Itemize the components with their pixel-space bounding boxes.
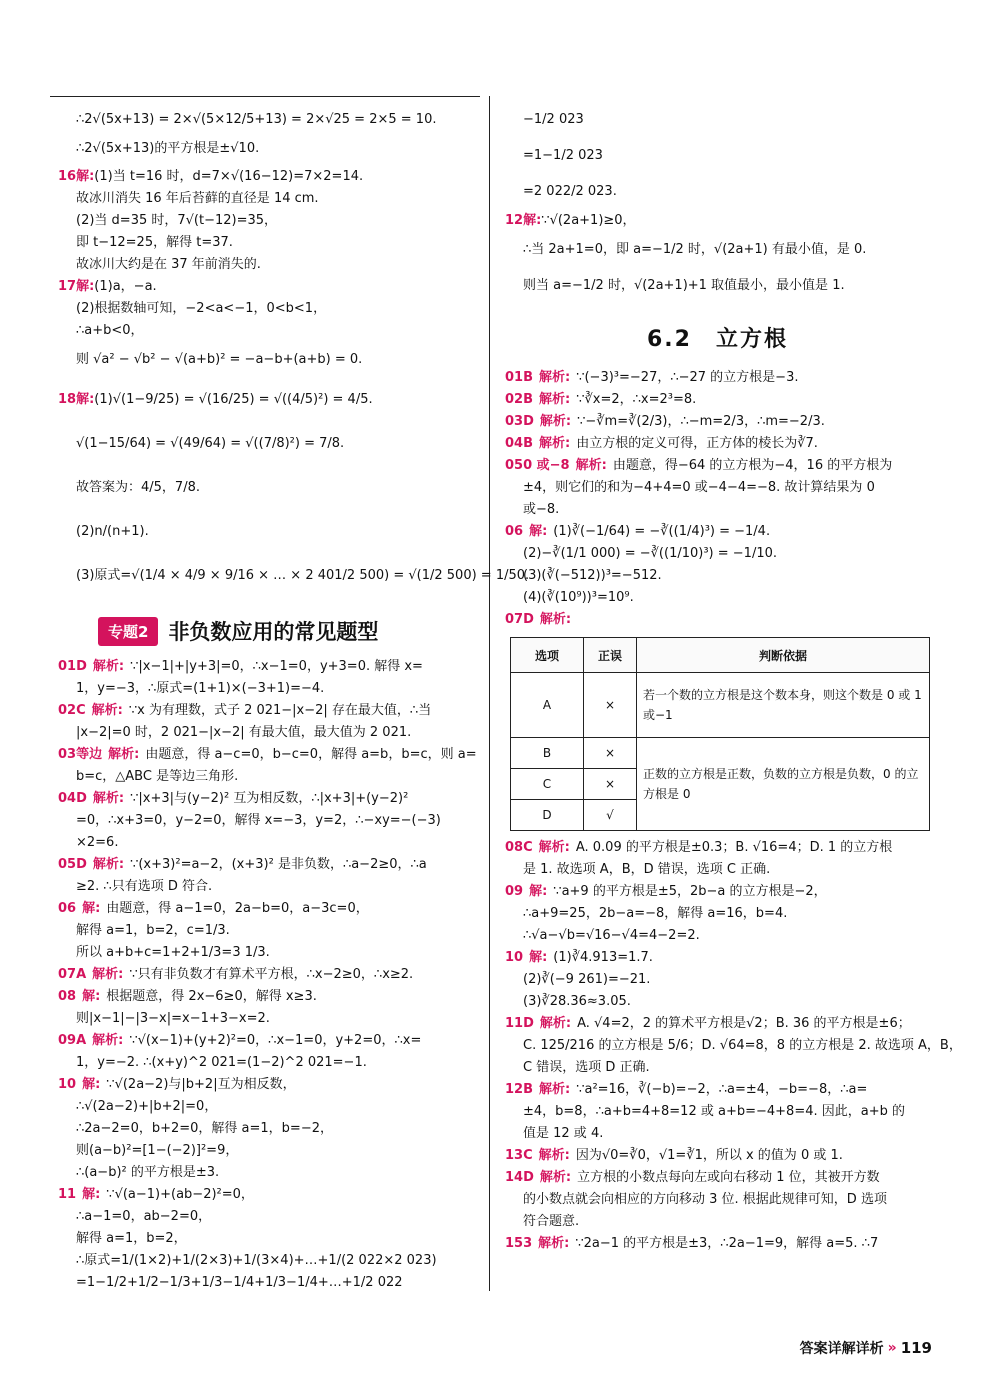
question-number: 08 — [505, 840, 524, 855]
text-line: 由题意，得 a−c=0，b−c=0，解得 a=b，b=c，则 a= — [145, 747, 477, 762]
question-number: 11 — [58, 1187, 77, 1202]
question-number: 07 — [505, 612, 524, 627]
text-line: 1，y=−3，∴原式=(1+1)×(−3+1)=−4. — [76, 681, 325, 696]
topic-answers — [58, 656, 483, 1294]
answer-item — [58, 854, 483, 898]
text-line: ±4，b=8，∴a+b=4+8=12 或 a+b=−4+8=4. 因此，a+b 的 — [523, 1104, 905, 1119]
question-number: 03 — [505, 414, 524, 429]
answer-label: 解析: — [538, 1236, 570, 1251]
right-column — [505, 102, 962, 1255]
answer-item — [505, 455, 930, 521]
text-line: 故冰川大约是在 37 年前消失的. — [76, 257, 261, 272]
answer-choice: A — [76, 967, 87, 982]
text-line: ∴原式=1/(1×2)+1/(2×3)+1/(3×4)+…+1/(2 022×2 023) — [76, 1253, 437, 1268]
answer-label: 解: — [82, 1187, 101, 1202]
text-line: ∵x 为有理数，式子 2 021−|x−2| 存在最大值，∴当 — [128, 703, 432, 718]
text-line: 值是 12 或 4. — [523, 1126, 604, 1141]
text-line: 或−8. — [523, 502, 560, 517]
answer-choice: C — [523, 1148, 533, 1163]
answer-item — [58, 964, 483, 986]
text-line: ∴(a−b)² 的平方根是±3. — [76, 1165, 220, 1180]
answer-choice: B — [523, 1082, 534, 1097]
answer-item — [505, 521, 930, 609]
question-number: 01 — [58, 659, 77, 674]
column-divider — [489, 96, 490, 1291]
text-line: ∵√(x−1)+(y+2)²=0，∴x−1=0，y+2=0，∴x= — [129, 1033, 422, 1048]
answer-choice: B — [523, 392, 534, 407]
text-line: −1/2 023 — [523, 112, 584, 127]
section-answers — [505, 837, 962, 1255]
left-column — [58, 102, 530, 1294]
question-number: 05 — [505, 458, 524, 473]
text-line: 符合题意. — [523, 1214, 580, 1229]
text-line: (1)√(1−9/25) = √(16/25) = √((4/5)²) = 4/5. — [94, 392, 373, 407]
question-number: 02 — [58, 703, 77, 718]
table-cell: B — [511, 738, 584, 769]
footer-text: 答案详解详析 — [799, 1341, 884, 1357]
text-line: 则当 a=−1/2 时，√(2a+1)+1 取值最小，最小值是 1. — [523, 278, 845, 293]
text-line: =2 022/2 023. — [523, 184, 617, 199]
answer-label: 解: — [529, 524, 548, 539]
question-number: 05 — [58, 857, 77, 872]
question-number: 18 — [58, 392, 77, 407]
question-number: 09 — [505, 884, 524, 899]
table-header: 正误 — [584, 638, 637, 673]
table-row — [511, 673, 930, 738]
answer-label: 解: — [82, 1077, 101, 1092]
text-line: ∵|x+3|与(y−2)² 互为相反数，∴|x+3|+(y−2)² — [130, 791, 409, 806]
text-line: ∵|x−1|+|y+3|=0，∴x−1=0，y+3=0. 解得 x= — [130, 659, 423, 674]
answer-item — [505, 1145, 930, 1167]
table-row — [511, 738, 930, 769]
answer-label: 解: — [82, 901, 101, 916]
answer-label: 解析: — [92, 857, 125, 872]
text-line: ×2=6. — [76, 835, 119, 850]
answer-label: 解析: — [539, 392, 571, 407]
table-cell: 若一个数的立方根是这个数本身，则这个数是 0 或 1 或−1 — [637, 673, 930, 738]
answer-label: 解: — [523, 213, 542, 228]
answer-label: 解: — [529, 950, 548, 965]
text-line: |x−2|=0 时，2 021−|x−2| 有最大值，最大值为 2 021. — [76, 725, 412, 740]
question-number: 10 — [58, 1077, 77, 1092]
answer-item — [505, 433, 930, 455]
text-line: 故冰川消失 16 年后苔藓的直径是 14 cm. — [76, 191, 319, 206]
text-line: ∴2a−2=0，b+2=0，解得 a=1，b=−2， — [76, 1121, 333, 1136]
text-line: ∵a²=16，∛(−b)=−2，∴a=±4，−b=−8，∴a= — [576, 1082, 868, 1097]
answer-choice: 3 — [523, 1236, 533, 1251]
answer-label: 解: — [529, 884, 548, 899]
answer-item — [505, 1079, 930, 1145]
answer-choice: C — [523, 840, 533, 855]
answer-item — [505, 947, 930, 1013]
answer-label: 解析: — [92, 1033, 124, 1048]
table-cell: A — [511, 673, 584, 738]
text-line: 则 √a² − √b² − √(a+b)² = −a−b+(a+b) = 0. — [76, 352, 363, 367]
question-number: 15 — [505, 1236, 524, 1251]
table-cell: C — [511, 769, 584, 800]
answer-choice: D — [523, 414, 534, 429]
answer-label: 解析: — [538, 1148, 570, 1163]
question-number: 04 — [505, 436, 524, 451]
text-line: b=c，△ABC 是等边三角形. — [76, 769, 239, 784]
text-line: ∵(−3)³=−27，∴−27 的立方根是−3. — [576, 370, 799, 385]
table-header: 判断依据 — [637, 638, 930, 673]
text-line: 由题意，得−64 的立方根为−4，16 的平方根为 — [612, 458, 893, 473]
answer-label: 解: — [76, 392, 95, 407]
text-line: C 错误，选项 D 正确. — [523, 1060, 650, 1075]
answer-item — [505, 837, 930, 881]
text-line: 立方根的小数点每向左或向右移动 1 位，其被开方数 — [577, 1170, 880, 1185]
answer-item — [58, 700, 483, 744]
answer-label: 解析: — [539, 370, 571, 385]
question-number: 08 — [58, 989, 77, 1004]
text-line: ∵√(a−1)+(ab−2)²=0， — [106, 1187, 254, 1202]
answer-label: 解析: — [539, 436, 571, 451]
page-footer — [800, 1338, 932, 1358]
answer-label: 解析: — [108, 747, 140, 762]
text-line: (2)∛(−9 261)=−21. — [523, 972, 651, 987]
text-line: (3)(∛(−512))³=−512. — [523, 568, 662, 583]
question-number: 16 — [58, 169, 77, 184]
table-cell: D — [511, 800, 584, 831]
topic-banner — [98, 616, 483, 646]
answer-label: 解析: — [538, 840, 570, 855]
text-line: (3)原式=√(1/4 × 4/9 × 9/16 × … × 2 401/2 500) = √(1/2 500) = 1/50. — [76, 568, 530, 583]
text-line: A. 0.09 的平方根是±0.3；B. √16=4；D. 1 的立方根 — [575, 840, 893, 855]
question-number: 17 — [58, 279, 77, 294]
text-line: ∵2a−1 的平方根是±3，∴2a−1=9，解得 a=5. ∴7 — [575, 1236, 879, 1251]
question-number: 13 — [505, 1148, 524, 1163]
section-answers — [505, 367, 930, 631]
answer-item — [505, 881, 930, 947]
text-line: =1−1/2 023 — [523, 148, 603, 163]
answer-item — [505, 1013, 962, 1079]
answer-choice: D — [76, 791, 87, 806]
answer-item — [58, 1030, 483, 1074]
text-line: ∴2√(5x+13) = 2×√(5×12/5+13) = 2×√25 = 2×5 = 10. — [76, 112, 437, 127]
answer-item — [505, 411, 930, 433]
text-line: 的小数点就会向相应的方向移动 3 位. 根据此规律可知，D 选项 — [523, 1192, 887, 1207]
text-line: ∴√a−√b=√16−√4=4−2=2. — [523, 928, 700, 943]
text-line: (4)(∛(10⁹))³=10⁹. — [523, 590, 634, 605]
text-line: ∵(x+3)²=a−2，(x+3)² 是非负数，∴a−2≥0，∴a — [130, 857, 427, 872]
double-chevron-icon: » — [887, 1340, 897, 1356]
text-line: ∴a−1=0，ab−2=0， — [76, 1209, 212, 1224]
answer-label: 解析: — [91, 703, 123, 718]
question-number: 12 — [505, 213, 524, 228]
question-number: 11 — [505, 1016, 524, 1031]
text-line: =0，∴x+3=0，y−2=0，解得 x=−3，y=2，∴−xy=−(−3) — [76, 813, 441, 828]
answer-item — [58, 898, 483, 964]
question-number: 12 — [505, 1082, 524, 1097]
answer-choice: C — [76, 703, 86, 718]
answer-item — [58, 656, 483, 700]
table-cell: √ — [584, 800, 637, 831]
answer-choice: D — [523, 1170, 534, 1185]
text-line: 根据题意，得 2x−6≥0，解得 x≥3. — [106, 989, 317, 1004]
question-number: 06 — [505, 524, 524, 539]
answer-item — [58, 1184, 483, 1294]
answer-label: 解析: — [92, 659, 125, 674]
text-line: ∵a+9 的平方根是±5，2b−a 的立方根是−2， — [553, 884, 827, 899]
text-line: (2)n/(n+1). — [76, 524, 149, 539]
text-line: (3)∛28.36≈3.05. — [523, 994, 631, 1009]
text-line: √(1−15/64) = √(49/64) = √((7/8)²) = 7/8. — [76, 436, 345, 451]
answer-label: 解析: — [539, 1016, 572, 1031]
text-line: 由题意，得 a−1=0，2a−b=0，a−3c=0， — [106, 901, 369, 916]
text-line: 则|x−1|−|3−x|=x−1+3−x=2. — [76, 1011, 270, 1026]
answer-label: 解析: — [92, 791, 125, 806]
text-line: 因为√0=∛0，√1=∛1，所以 x 的值为 0 或 1. — [575, 1148, 843, 1163]
question-number: 10 — [505, 950, 524, 965]
text-line: 1，y=−2. ∴(x+y)^2 021=(1−2)^2 021=−1. — [76, 1055, 367, 1070]
table-cell: × — [584, 673, 637, 738]
answer-choice: D — [76, 857, 87, 872]
table-header: 选项 — [511, 638, 584, 673]
text-line: A. √4=2，2 的算术平方根是√2；B. 36 的平方根是±6； — [577, 1016, 911, 1031]
answer-label: 解: — [76, 279, 95, 294]
text-line: ∴a+b<0， — [76, 323, 144, 338]
answer-choice: D — [523, 1016, 534, 1031]
text-line: C. 125/216 的立方根是 5/6；D. √64=8，8 的立方根是 2. 故选项 A，B， — [523, 1038, 962, 1053]
question-number: 04 — [58, 791, 77, 806]
text-line: ∵∛x=2，∴x=2³=8. — [576, 392, 697, 407]
answer-label: 解析: — [539, 1082, 571, 1097]
text-line: (2)根据数轴可知，−2<a<−1，0<b<1， — [76, 301, 327, 316]
text-line: (2)当 d=35 时，7√(t−12)=35， — [76, 213, 278, 228]
text-line: (1)a，−a. — [94, 279, 157, 294]
answer-item — [505, 1167, 930, 1233]
text-line: 故答案为：4/5，7/8. — [76, 480, 200, 495]
text-line: 所以 a+b+c=1+2+1/3=3 1/3. — [76, 945, 270, 960]
question-17 — [58, 276, 483, 378]
text-line: ∴当 2a+1=0，即 a=−1/2 时，√(2a+1) 有最小值，是 0. — [523, 242, 867, 257]
text-line: ≥2. ∴只有选项 D 符合. — [76, 879, 213, 894]
answer-item — [505, 367, 930, 389]
text-line: =1−1/2+1/2−1/3+1/3−1/4+1/3−1/4+…+1/2 022 — [76, 1275, 403, 1290]
page-number: 119 — [900, 1339, 932, 1357]
text-line: ∵只有非负数才有算术平方根，∴x−2≥0，∴x≥2. — [129, 967, 414, 982]
question-number: 03 — [58, 747, 77, 762]
judgement-table — [510, 637, 930, 831]
text-line: 由立方根的定义可得，正方体的棱长为∛7. — [576, 436, 818, 451]
text-line: ∵√(2a−2)与|b+2|互为相反数， — [106, 1077, 296, 1092]
question-number: 07 — [58, 967, 77, 982]
text-line: ∵√(2a+1)≥0， — [541, 213, 636, 228]
answer-item — [58, 788, 483, 854]
answer-label: 解: — [76, 169, 95, 184]
answer-item — [505, 609, 930, 631]
answer-item — [505, 389, 930, 411]
section-title: 6.2 立方根 — [647, 327, 788, 352]
answer-choice: D — [523, 612, 534, 627]
question-number: 09 — [58, 1033, 77, 1048]
question-number: 14 — [505, 1170, 524, 1185]
text-line: (1)当 t=16 时，d=7×√(16−12)=7×2=14. — [94, 169, 364, 184]
table-cell: × — [584, 738, 637, 769]
question-12 — [505, 210, 930, 304]
answer-item — [58, 1074, 483, 1184]
answer-item — [505, 1233, 930, 1255]
answer-label: 解析: — [575, 458, 607, 473]
top-rule — [50, 96, 480, 97]
answer-choice: 0 或−8 — [523, 458, 570, 473]
text-line: (1)∛(−1/64) = −∛((1/4)³) = −1/4. — [553, 524, 771, 539]
answer-choice: B — [523, 436, 534, 451]
table-cell: 正数的立方根是正数，负数的立方根是负数，0 的立方根是 0 — [637, 738, 930, 831]
answer-choice: D — [76, 659, 87, 674]
answer-choice: A — [76, 1033, 87, 1048]
answer-label: 解: — [82, 989, 101, 1004]
answer-choice: 等边 — [76, 747, 103, 762]
table-cell: × — [584, 769, 637, 800]
answer-label: 解析: — [539, 1170, 572, 1185]
text-line: ±4，则它们的和为−4+4=0 或−4−4=−8. 故计算结果为 0 — [523, 480, 875, 495]
answer-item — [58, 986, 483, 1030]
question-16 — [58, 166, 483, 276]
text-line: (2)−∛(1/1 000) = −∛((1/10)³) = −1/10. — [523, 546, 778, 561]
text-line: ∵−∛m=∛(2/3)，∴−m=2/3，∴m=−2/3. — [577, 414, 825, 429]
text-line: 则(a−b)²=[1−(−2)]²=9， — [76, 1143, 239, 1158]
text-line: ∴√(2a−2)+|b+2|=0， — [76, 1099, 218, 1114]
text-line: 解得 a=1，b=2，c=1/3. — [76, 923, 230, 938]
text-line: ∴2√(5x+13)的平方根是±√10. — [76, 141, 260, 156]
text-line: 即 t−12=25，解得 t=37. — [76, 235, 233, 250]
answer-label: 解析: — [539, 612, 572, 627]
text-line: 是 1. 故选项 A，B，D 错误，选项 C 正确. — [523, 862, 771, 877]
topic-title: 非负数应用的常见题型 — [168, 620, 379, 644]
text-line: 解得 a=1，b=2， — [76, 1231, 187, 1246]
text-line: ∴a+9=25，2b−a=−8，解得 a=16，b=4. — [523, 906, 788, 921]
topic-tag: 专题2 — [98, 617, 158, 646]
answer-label: 解析: — [92, 967, 124, 982]
answer-label: 解析: — [539, 414, 572, 429]
question-number: 02 — [505, 392, 524, 407]
text-line: (1)∛4.913=1.7. — [553, 950, 653, 965]
question-number: 06 — [58, 901, 77, 916]
question-number: 01 — [505, 370, 524, 385]
answer-item — [58, 744, 483, 788]
answer-choice: B — [523, 370, 534, 385]
